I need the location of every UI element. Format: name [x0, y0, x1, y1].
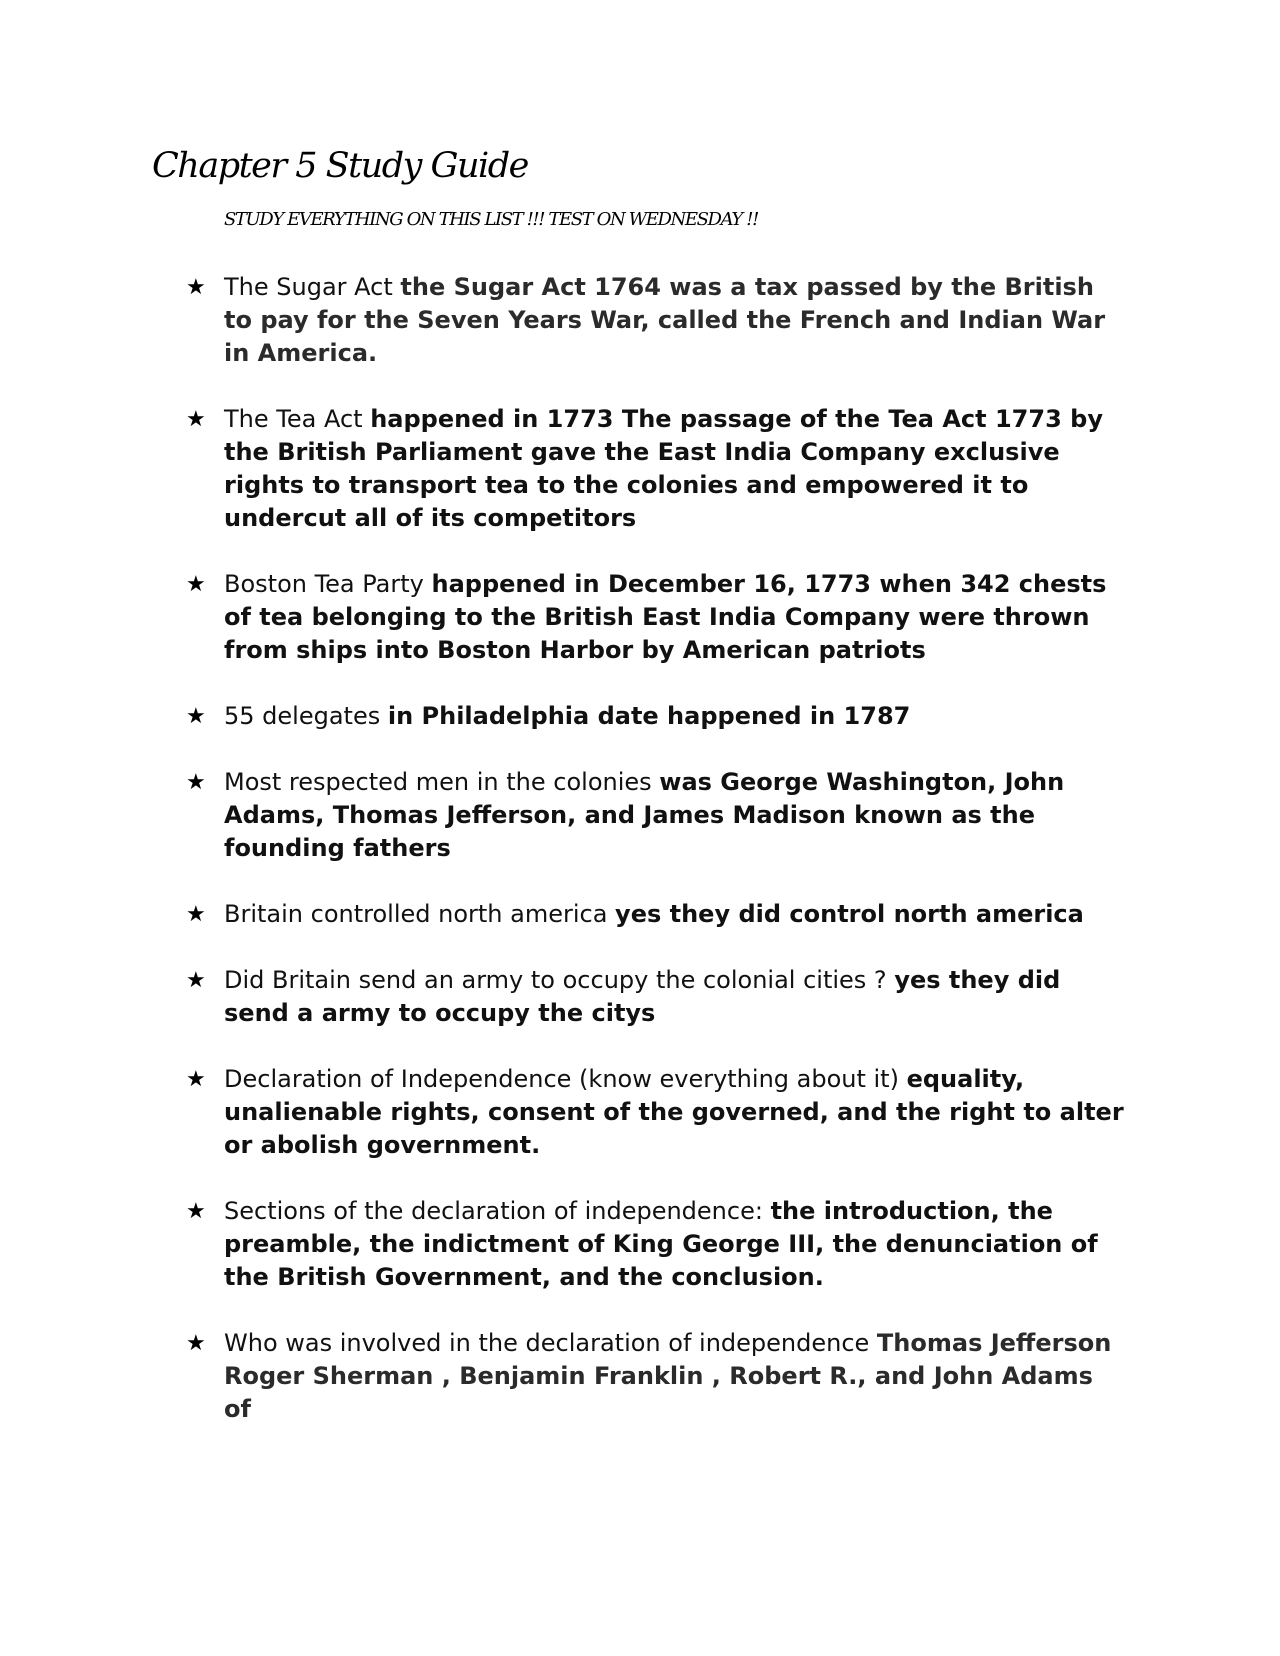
list-item	[186, 766, 1126, 865]
star-icon: ★	[186, 1199, 206, 1224]
list-item	[186, 1327, 1126, 1426]
star-icon: ★	[186, 968, 206, 993]
star-icon: ★	[186, 704, 206, 729]
item-answer: the Sugar Act 1764 was a tax passed by the British to pay for the Seven Years War, called the French and Indian War in America.	[224, 273, 1106, 367]
list-item	[186, 964, 1126, 1030]
item-answer: in Philadelphia date happened in 1787	[387, 702, 911, 730]
list-item	[186, 700, 1126, 733]
list-item	[186, 403, 1126, 535]
item-answer: was George Washington, John Adams, Thomas Jefferson, and James Madison known as the founding fathers	[224, 768, 1065, 862]
item-question: 55 delegates	[224, 702, 388, 730]
study-list	[186, 271, 1126, 1459]
item-question: Declaration of Independence (know everything about it)	[224, 1065, 907, 1093]
item-answer: equality, unalienable rights, consent of the governed, and the right to alter or abolish government.	[224, 1065, 1124, 1159]
list-item	[186, 1063, 1126, 1162]
item-question: The Tea Act	[224, 405, 371, 433]
item-answer: yes they did send a army to occupy the citys	[224, 966, 1061, 1027]
item-answer: Thomas Jefferson Roger Sherman , Benjamin Franklin , Robert R., and John Adams of	[224, 1329, 1112, 1423]
item-question: The Sugar Act	[224, 273, 401, 301]
list-item	[186, 898, 1126, 931]
list-item	[186, 271, 1126, 370]
item-question: Most respected men in the colonies	[224, 768, 660, 796]
star-icon: ★	[186, 1067, 206, 1092]
page-title: Chapter 5 Study Guide	[152, 146, 528, 186]
item-question: Did Britain send an army to occupy the colonial cities ?	[224, 966, 895, 994]
item-answer: happened in 1773 The passage of the Tea Act 1773 by the British Parliament gave the East India Company exclusive rights to transport tea to the colonies and empowered it to undercut all of its competitors	[224, 405, 1103, 532]
page-subtitle: STUDY EVERYTHING ON THIS LIST !!! TEST ON WEDNESDAY !!	[224, 209, 758, 230]
item-answer: happened in December 16, 1773 when 342 chests of tea belonging to the British East India Company were thrown from ships into Boston Harbor by American patriots	[224, 570, 1107, 664]
item-question: Who was involved in the declaration of independence	[224, 1329, 877, 1357]
star-icon: ★	[186, 572, 206, 597]
star-icon: ★	[186, 407, 206, 432]
item-answer: yes they did control north america	[615, 900, 1084, 928]
item-question: Sections of the declaration of independence:	[224, 1197, 771, 1225]
star-icon: ★	[186, 770, 206, 795]
list-item	[186, 568, 1126, 667]
list-item	[186, 1195, 1126, 1294]
item-question: Britain controlled north america	[224, 900, 616, 928]
item-question: Boston Tea Party	[224, 570, 432, 598]
star-icon: ★	[186, 1331, 206, 1356]
star-icon: ★	[186, 902, 206, 927]
item-answer: the introduction, the preamble, the indictment of King George III, the denunciation of the British Government, and the conclusion.	[224, 1197, 1098, 1291]
star-icon: ★	[186, 275, 206, 300]
